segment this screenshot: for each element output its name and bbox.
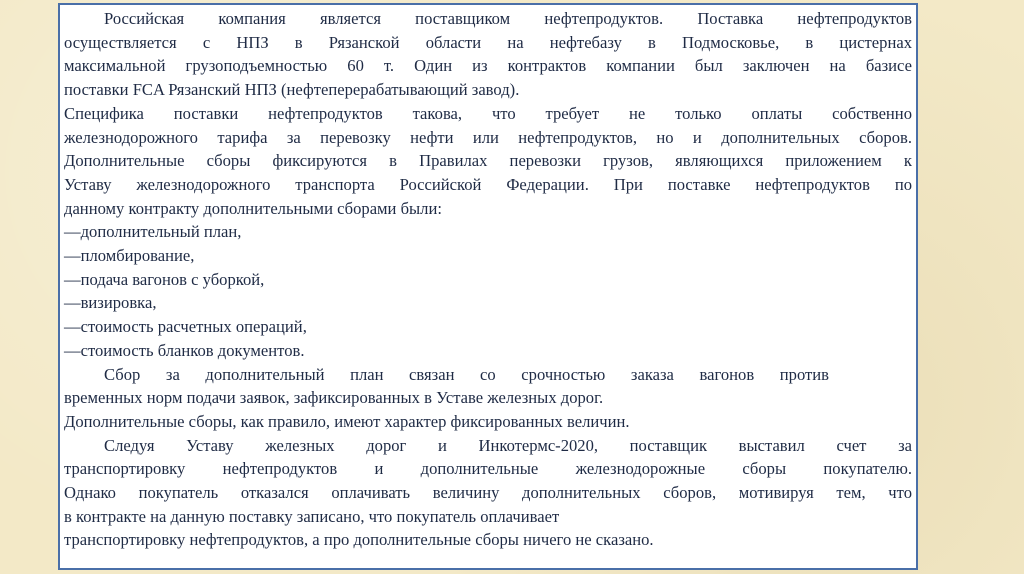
paragraph-5 <box>64 434 912 553</box>
text-line: транспортировку нефтепродуктов и дополнительные железнодорожные сборы покупателю. <box>64 459 912 479</box>
list-item: —стоимость бланков документов. <box>64 340 305 360</box>
paragraph-2 <box>64 102 912 221</box>
text-line: временных норм подачи заявок, зафиксированных в Уставе железных дорог. <box>64 388 604 408</box>
list-item: —визировка, <box>64 293 157 313</box>
text-line: Следуя Уставу железных дорог и Инкотермс-2020, поставщик выставил счет за <box>104 435 912 455</box>
paragraph-1 <box>64 7 912 102</box>
text-line: Российская компания является поставщиком нефтепродуктов. Поставка нефтепродуктов <box>104 9 912 28</box>
paragraph-3 <box>64 363 912 410</box>
list-item: —дополнительный план, <box>64 222 242 242</box>
paragraph-4 <box>64 410 912 434</box>
text-line: транспортировку нефтепродуктов, а про дополнительные сборы ничего не сказано. <box>64 530 654 550</box>
text-line: Специфика поставки нефтепродуктов такова, что требует не только оплаты собственно <box>64 103 912 123</box>
text-line: Однако покупатель отказался оплачивать величину дополнительных сборов, мотивируя тем, что <box>64 483 912 503</box>
text-line: Дополнительные сборы фиксируются в Правилах перевозки грузов, являющихся приложением к <box>64 151 912 171</box>
list-item: —подача вагонов с уборкой, <box>64 269 265 289</box>
text-line: поставки FCA Рязанский НПЗ (нефтеперерабатывающий завод). <box>64 80 520 100</box>
text-line: Уставу железнодорожного транспорта Российской Федерации. При поставке нефтепродуктов по <box>64 174 912 194</box>
text-line: железнодорожного тарифа за перевозку нефти или нефтепродуктов, но и дополнительных сборов. <box>64 127 912 147</box>
text-line: данному контракту дополнительными сборами были: <box>64 198 442 218</box>
text-line: Сбор за дополнительный план связан со срочностью заказа вагонов против <box>104 364 829 384</box>
text-line: Дополнительные сборы, как правило, имеют характер фиксированных величин. <box>64 411 630 431</box>
slide-text-box <box>58 3 918 570</box>
list-item: —пломбирование, <box>64 246 195 266</box>
list-item: —стоимость расчетных операций, <box>64 317 307 337</box>
text-line: максимальной грузоподъемностью 60 т. Один из контрактов компании был заключен на базисе <box>64 56 912 76</box>
text-line: в контракте на данную поставку записано, что покупатель оплачивает <box>64 506 560 526</box>
fees-list <box>64 220 912 362</box>
text-line: осуществляется с НПЗ в Рязанской области на нефтебазу в Подмосковье, в цистернах <box>64 32 912 52</box>
